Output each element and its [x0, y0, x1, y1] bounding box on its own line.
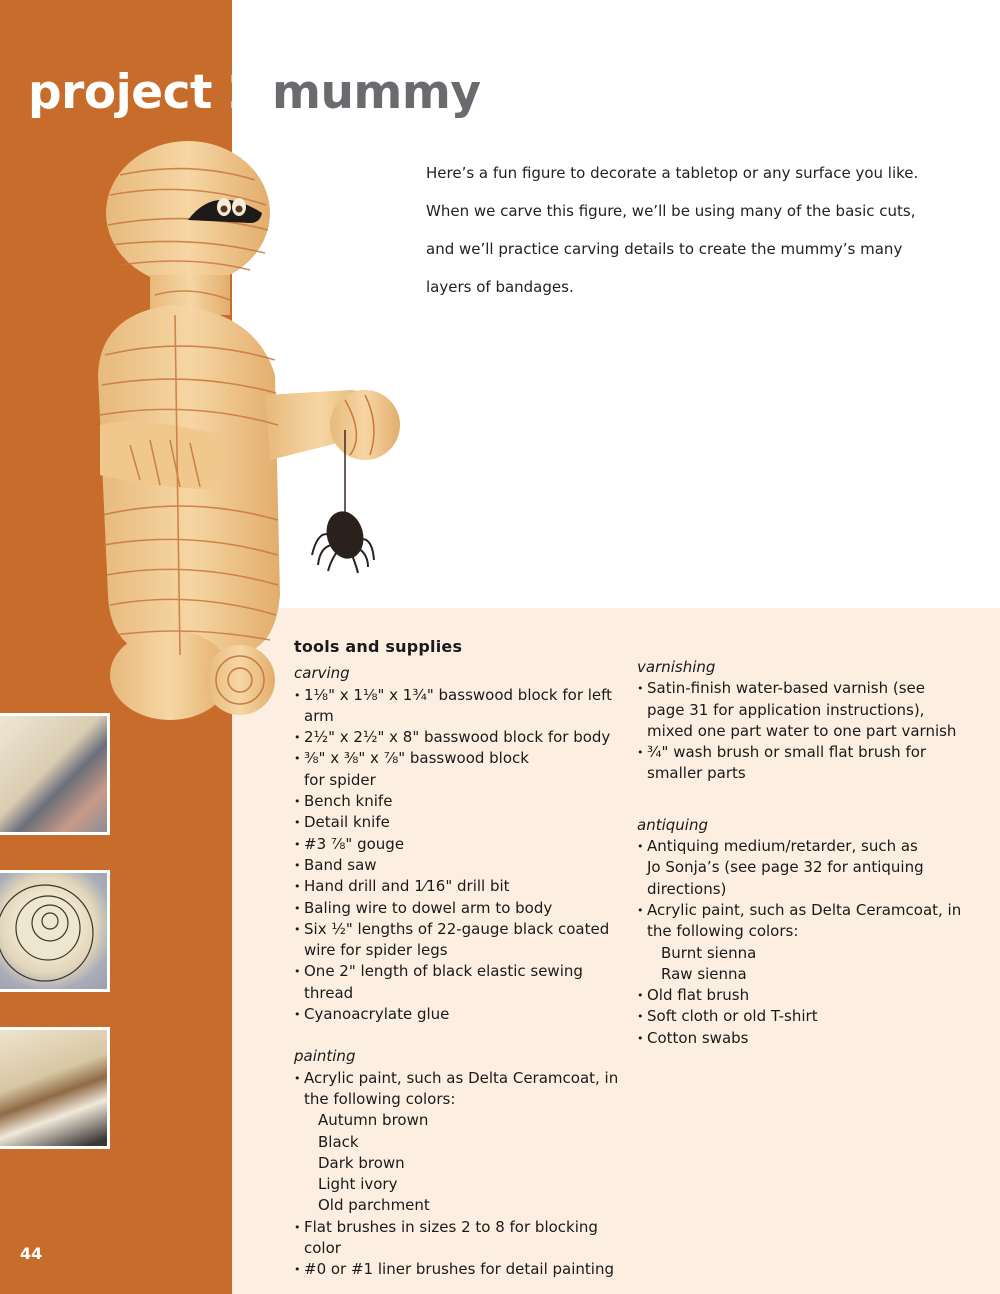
varnishing-list: [637, 678, 967, 784]
antiquing-subheading: antiquing: [637, 815, 708, 834]
paint-color: Autumn brown: [318, 1111, 429, 1130]
list-item: • Flat brushes in sizes 2 to 8 for blocking color: [294, 1217, 634, 1260]
list-item: • 1⅛" x 1⅛" x 1¾" basswood block for left arm: [294, 685, 634, 728]
list-item: • Cotton swabs: [637, 1028, 967, 1049]
paint-color: Dark brown: [318, 1153, 405, 1172]
paint-color: Light ivory: [318, 1175, 398, 1194]
spiral-lines-icon: [0, 873, 107, 989]
paint-color: Raw sienna: [661, 964, 747, 983]
page-title: [28, 58, 481, 128]
list-item: • Detail knife: [294, 812, 634, 833]
step-photo-carving-block: [0, 713, 110, 835]
list-item: • Band saw: [294, 855, 634, 876]
list-item: • Old flat brush: [637, 985, 967, 1006]
list-item: • Satin-finish water-based varnish (see page 31 for application instructions), mixed one part water to one part varnish: [637, 678, 967, 742]
list-item: • ¾" wash brush or small flat brush for smaller parts: [637, 742, 937, 785]
antiquing-list: [637, 836, 967, 1049]
list-item: • Soft cloth or old T-shirt: [637, 1006, 967, 1027]
intro-line: Here’s a fun figure to decorate a tabletop or any surface you like.: [426, 164, 919, 182]
list-item: • Six ½" lengths of 22-gauge black coated wire for spider legs: [294, 919, 634, 962]
page-number: 44: [20, 1244, 43, 1263]
carving-subheading: carving: [294, 664, 350, 683]
list-item: • 2½" x 2½" x 8" basswood block for body: [294, 727, 634, 748]
list-item: • ⅜" x ⅜" x ⅞" basswood block for spider: [294, 748, 544, 791]
varnishing-subheading: varnishing: [637, 658, 716, 676]
list-item: • #0 or #1 liner brushes for detail painting: [294, 1259, 634, 1280]
list-item: • Acrylic paint, such as Delta Ceramcoat, in the following colors:: [294, 1068, 634, 1111]
painting-list: [294, 1068, 634, 1281]
supplies-column-left: [294, 636, 634, 1281]
intro-paragraph: [426, 154, 966, 306]
list-item: • #3 ⅞" gouge: [294, 834, 634, 855]
paint-color: Old parchment: [318, 1196, 430, 1215]
supplies-heading: tools and supplies: [294, 637, 463, 656]
list-item: • Hand drill and 1⁄16" drill bit: [294, 876, 634, 897]
carving-list: [294, 685, 634, 1026]
intro-line: and we’ll practice carving details to create the mummy’s many: [426, 240, 903, 258]
intro-line: layers of bandages.: [426, 278, 574, 296]
list-item: • Baling wire to dowel arm to body: [294, 898, 634, 919]
step-photo-head-spiral: [0, 870, 110, 992]
title-project-number: project 2: [28, 65, 260, 120]
supplies-column-right: [637, 657, 967, 1049]
intro-line: When we carve this figure, we’ll be using many of the basic cuts,: [426, 202, 916, 220]
painting-subheading: painting: [294, 1047, 356, 1066]
step-photo-carving-feet: [0, 1027, 110, 1149]
paint-color: Burnt sienna: [661, 943, 757, 962]
title-project-name: mummy: [272, 65, 481, 120]
list-item: • Bench knife: [294, 791, 634, 812]
list-item: • Antiquing medium/retarder, such as Jo Sonja’s (see page 32 for antiquing directions): [637, 836, 927, 900]
list-item: • One 2" length of black elastic sewing thread: [294, 961, 634, 1004]
list-item: • Acrylic paint, such as Delta Ceramcoat, in the following colors:: [637, 900, 967, 943]
paint-color: Black: [318, 1132, 359, 1151]
list-item: • Cyanoacrylate glue: [294, 1004, 634, 1025]
